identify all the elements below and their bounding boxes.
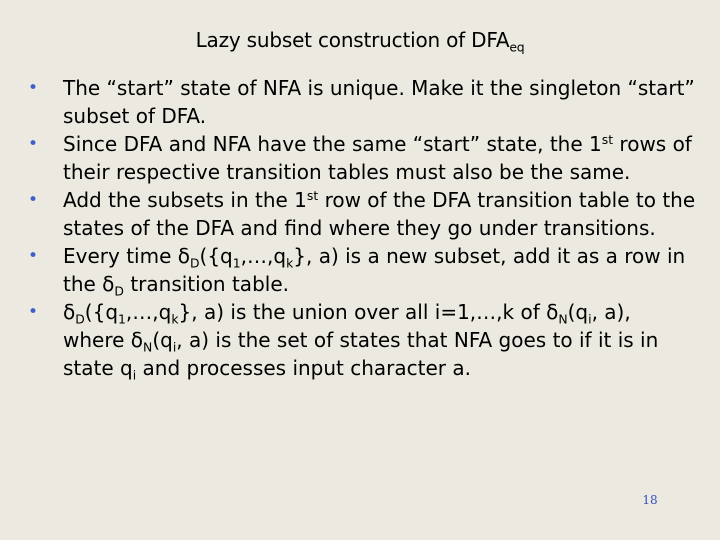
- slide-title-text: Lazy subset construction of DFA: [195, 28, 510, 52]
- text-run: }, a) is a new subset, add it as a row in the δ: [63, 244, 686, 296]
- text-run: ({q: [84, 300, 119, 324]
- bullet-dot-icon: •: [27, 134, 39, 154]
- bullet-item: [26, 186, 696, 242]
- text-run: }, a) is the union over all i=1,…,k of δ: [178, 300, 559, 324]
- bullet-dot-icon: •: [27, 78, 39, 98]
- bullet-dot-icon: •: [27, 246, 39, 266]
- text-run: ,…,q: [125, 300, 172, 324]
- text-run: ,…,q: [240, 244, 287, 268]
- text-run: transition table.: [123, 272, 289, 296]
- bullet-item: [26, 130, 696, 186]
- text-run: (q: [567, 300, 589, 324]
- text-run: and processes input character a.: [136, 356, 471, 380]
- slide-title-subscript: eq: [509, 39, 525, 55]
- text-run: ({q: [199, 244, 233, 268]
- text-run: δ: [63, 300, 76, 324]
- slide-title: [0, 28, 720, 55]
- text-run: The “start” state of NFA is unique. Make it the singleton “start” subset of DFA.: [63, 76, 695, 128]
- text-run: (q: [152, 328, 173, 352]
- subscript: 1: [118, 311, 126, 327]
- subscript: 1: [232, 255, 241, 271]
- text-run: rows of their respective transition tables must also be the same.: [63, 132, 692, 184]
- superscript: st: [306, 188, 319, 204]
- bullet-text: [63, 300, 659, 383]
- text-run: , a), where δ: [63, 300, 631, 352]
- bullet-item: [26, 74, 696, 130]
- bullet-text: [63, 76, 695, 128]
- bullet-list: [26, 74, 696, 382]
- subscript: D: [189, 255, 200, 271]
- subscript: k: [286, 255, 294, 271]
- text-run: Since DFA and NFA have the same “start” state, the 1: [63, 132, 602, 156]
- bullet-dot-icon: •: [27, 302, 39, 322]
- subscript: k: [171, 311, 179, 327]
- subscript: N: [143, 339, 153, 355]
- bullet-dot-icon: •: [27, 190, 39, 210]
- bullet-text: [63, 132, 692, 184]
- page-number: 18: [642, 493, 658, 507]
- subscript: i: [588, 311, 592, 327]
- subscript: D: [114, 283, 124, 299]
- text-run: Add the subsets in the 1: [63, 188, 307, 212]
- subscript: N: [558, 311, 568, 327]
- bullet-item: [26, 298, 696, 382]
- bullet-text: [63, 188, 695, 240]
- bullet-text: [63, 244, 686, 299]
- text-run: Every time δ: [63, 244, 190, 268]
- subscript: i: [172, 339, 177, 355]
- text-run: , a) is the set of states that NFA goes to if it is in state q: [63, 328, 659, 380]
- subscript: i: [132, 367, 137, 383]
- text-run: row of the DFA transition table to the states of the DFA and find where they go under transitions.: [63, 188, 696, 240]
- superscript: st: [601, 132, 614, 148]
- bullet-item: [26, 242, 696, 298]
- subscript: D: [75, 311, 85, 327]
